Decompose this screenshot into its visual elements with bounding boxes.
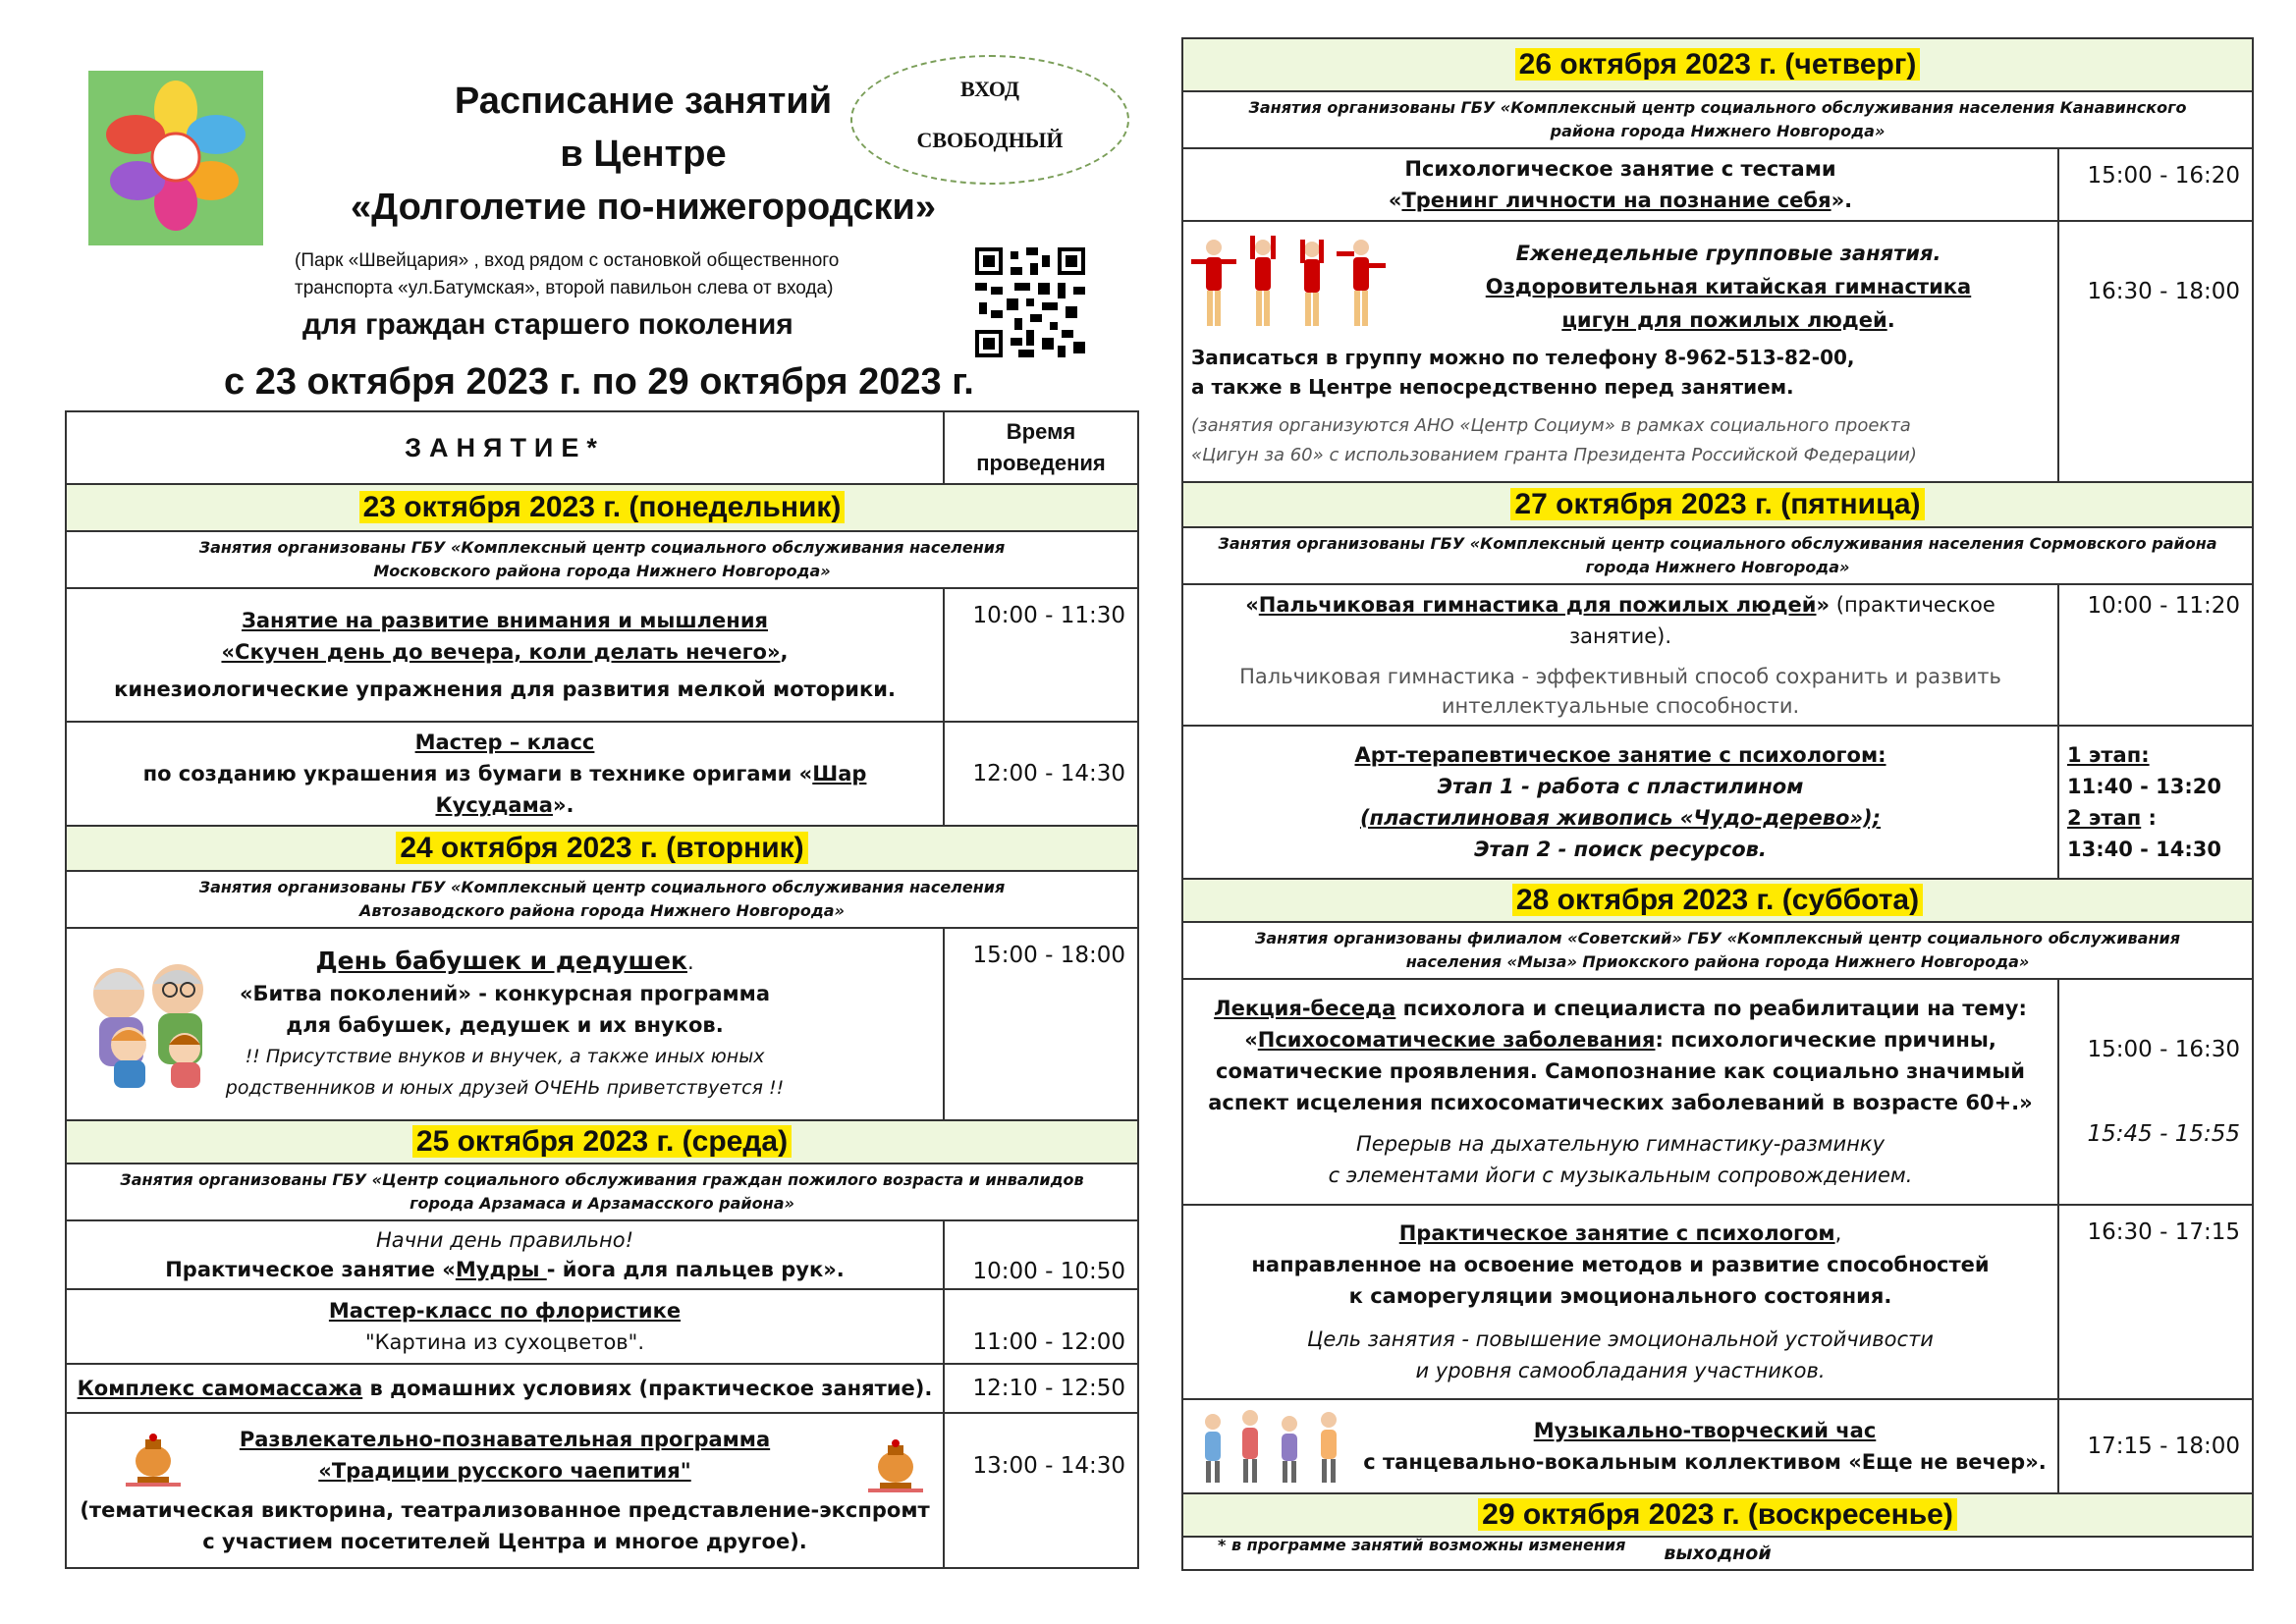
stage-time: 13:40 - 14:30 xyxy=(2067,838,2222,861)
activity-row xyxy=(1182,584,2253,726)
free-entry-badge xyxy=(850,55,1129,185)
activity-time: 12:10 - 12:50 xyxy=(944,1364,1138,1413)
activity-cell xyxy=(66,928,944,1120)
organizer-line: Занятия организованы ГБУ «Комплексный центр социального обслуживания населения xyxy=(198,538,1006,557)
free-entry-line-1: ВХОД xyxy=(959,77,1020,101)
schedule-table-right xyxy=(1181,37,2254,1571)
audience: для граждан старшего поколения xyxy=(302,308,793,341)
break-note: Перерыв на дыхательную гимнастику-разминку xyxy=(1356,1132,1885,1156)
activity-row xyxy=(66,588,1138,722)
activity-time: 10:00 - 11:20 xyxy=(2058,584,2253,726)
day-title: 29 октября 2023 г. (воскресенье) xyxy=(1478,1498,1957,1531)
activity-desc: для бабушек, дедушек и их внуков. xyxy=(286,1012,724,1037)
day-title: 28 октября 2023 г. (суббота) xyxy=(1512,884,1923,916)
activity-cell xyxy=(1182,148,2058,221)
activity-row xyxy=(66,1220,1138,1289)
activity-cell xyxy=(1182,221,2058,482)
organizer-line: населения «Мыза» Приокского района города Нижнего Новгорода» xyxy=(1405,952,2030,971)
punct: ». xyxy=(1831,189,1853,212)
day-title: 23 октября 2023 г. (понедельник) xyxy=(359,491,846,523)
day-off: выходной xyxy=(1182,1537,2253,1570)
break-time: 15:45 - 15:55 xyxy=(2087,1121,2240,1147)
activity-title: Занятие на развитие внимания и мышления xyxy=(241,609,769,632)
activity-row xyxy=(66,1364,1138,1413)
activity-cell xyxy=(66,1364,944,1413)
address xyxy=(295,247,943,302)
activity-row xyxy=(1182,979,2253,1205)
time-header-line-1: Время xyxy=(1006,419,1076,444)
activity-desc: к саморегуляции эмоционального состояния. xyxy=(1348,1284,1892,1308)
activity-step: Этап 1 - работа с пластилином xyxy=(1437,775,1804,798)
activity-row xyxy=(66,722,1138,826)
qigong-illustration xyxy=(1189,236,1395,338)
activity-title: День бабушек и дедушек xyxy=(315,946,687,975)
day-row-sunday xyxy=(1182,1493,2253,1537)
punct: » xyxy=(1816,593,1831,617)
activity-note: и уровня самообладания участников. xyxy=(1415,1359,1826,1382)
lecture-time: 15:00 - 16:30 xyxy=(2087,1037,2240,1062)
title-line-1: Расписание занятий xyxy=(454,81,833,122)
samovar-icon xyxy=(124,1430,183,1497)
activity-desc: : психологические причины, xyxy=(1655,1028,1996,1052)
activity-subtitle: «Скучен день до вечера, коли делать нечего» xyxy=(221,640,781,664)
activity-subtitle: Еженедельные групповые занятия. xyxy=(1515,242,1941,265)
day-row-saturday xyxy=(1182,879,2253,922)
activity-desc: аспект исцеления психосоматических заболеваний в возрасте 60+.» xyxy=(1208,1091,2033,1114)
activity-step: (пластилиновая живопись «Чудо-дерево»); xyxy=(1359,806,1882,830)
activity-desc: с танцевально-вокальным коллективом «Еще не вечер». xyxy=(1363,1450,2047,1474)
schedule-period: с 23 октября 2023 г. по 29 октября 2023 г. xyxy=(224,361,974,403)
activity-cell xyxy=(66,722,944,826)
punct: « xyxy=(1244,1028,1258,1052)
day-row-monday xyxy=(66,484,1138,531)
activity-row xyxy=(1182,148,2253,221)
activity-time: 10:00 - 10:50 xyxy=(944,1220,1138,1289)
address-line-2: транспорта «ул.Батумская», второй павильон слева от входа) xyxy=(295,278,834,298)
activity-desc: "Картина из сухоцветов". xyxy=(364,1330,645,1354)
punct: : xyxy=(2141,806,2157,830)
activity-note: родственников и юных друзей ОЧЕНЬ приветствуется !! xyxy=(225,1076,785,1099)
activity-title: Мастер – класс xyxy=(414,731,595,754)
activity-title: Мастер-класс по флористике xyxy=(328,1299,682,1323)
activity-time: 16:30 - 17:15 xyxy=(2058,1205,2253,1399)
activity-time: 13:00 - 14:30 xyxy=(944,1413,1138,1568)
activity-cell xyxy=(1182,584,2058,726)
activity-row xyxy=(1182,1205,2253,1399)
activity-row xyxy=(1182,1399,2253,1493)
activity-time: 16:30 - 18:00 xyxy=(2058,221,2253,482)
activity-row xyxy=(1182,726,2253,879)
activity-title: Арт-терапевтическое занятие с психологом: xyxy=(1354,743,1886,767)
day-row-thursday xyxy=(1182,38,2253,91)
activity-title: Комплекс самомассажа xyxy=(77,1377,363,1400)
organizer-line: Занятия организованы филиалом «Советский» ГБУ «Комплексный центр социального обслуживания xyxy=(1255,929,2180,947)
activity-desc: (тематическая викторина, театрализованное представление-экспромт xyxy=(80,1498,930,1522)
punct: « xyxy=(1388,189,1402,212)
activity-subtitle: Тренинг личности на познание себя xyxy=(1401,189,1831,212)
activity-note: Пальчиковая гимнастика - эффективный способ сохранить и развить xyxy=(1239,665,2001,688)
day-row-tuesday xyxy=(66,826,1138,871)
day-row-wednesday xyxy=(66,1120,1138,1164)
activity-time: 15:00 - 16:20 xyxy=(2058,148,2253,221)
signup-info: а также в Центре непосредственно перед занятием. xyxy=(1191,375,1794,399)
qr-code[interactable] xyxy=(975,247,1085,357)
footnote: * в программе занятий возможны изменения xyxy=(1218,1536,1626,1554)
activity-subtitle: Психосоматические заболевания xyxy=(1257,1028,1656,1052)
page-title xyxy=(350,75,937,234)
organizer xyxy=(66,1164,1138,1220)
day-title: 25 октября 2023 г. (среда) xyxy=(412,1125,792,1158)
activity-row xyxy=(66,928,1138,1120)
activity-row xyxy=(66,1289,1138,1364)
activity-title: цигун для пожилых людей xyxy=(1561,308,1887,332)
title-line-2: в Центре xyxy=(560,134,727,175)
activity-cell xyxy=(1182,979,2058,1205)
activity-cell xyxy=(66,588,944,722)
activity-time: 10:00 - 11:30 xyxy=(944,588,1138,722)
activity-time: 11:00 - 12:00 xyxy=(944,1289,1138,1364)
table-header-row xyxy=(66,411,1138,484)
organizer xyxy=(1182,922,2253,979)
activity-subtitle: «Битва поколений» - конкурсная программа xyxy=(239,981,771,1005)
activity-cell xyxy=(66,1220,944,1289)
activity-title: Практическое занятие с психологом xyxy=(1398,1221,1835,1245)
center-logo xyxy=(88,71,263,245)
activity-time: 12:00 - 14:30 xyxy=(944,722,1138,826)
activity-time xyxy=(2058,979,2253,1205)
activity-column-header: ЗАНЯТИЕ* xyxy=(66,411,944,484)
organizer xyxy=(1182,91,2253,148)
activity-cell xyxy=(66,1413,944,1568)
organizer-line: города Арзамаса и Арзамасского района» xyxy=(410,1194,794,1213)
punct: , xyxy=(1834,1221,1842,1245)
activity-note: !! Присутствие внуков и внучек, а также иных юных xyxy=(245,1045,765,1067)
punct: . xyxy=(686,949,694,974)
organizer-line: Автозаводского района города Нижнего Новгорода» xyxy=(359,901,845,920)
activity-desc: по созданию украшения из бумаги в технике оригами « xyxy=(142,762,813,785)
activity-cell xyxy=(1182,1205,2058,1399)
grant-note: (занятия организуются АНО «Центр Социум» в рамках социального проекта xyxy=(1191,415,1911,436)
time-header-line-2: проведения xyxy=(976,451,1106,475)
stage-label: 1 этап: xyxy=(2067,743,2150,767)
activity-row xyxy=(66,1413,1138,1568)
activity-desc: психолога и специалиста по реабилитации на тему: xyxy=(1395,997,2027,1020)
stage-time: 11:40 - 13:20 xyxy=(2067,775,2222,798)
activity-desc: - йога для пальцев рук». xyxy=(546,1258,845,1281)
organizer xyxy=(1182,527,2253,584)
time-column-header xyxy=(944,411,1138,484)
organizer-line: Московского района города Нижнего Новгорода» xyxy=(373,562,831,580)
activity-desc: в домашних условиях (практическое занятие). xyxy=(362,1377,933,1400)
punct: . xyxy=(1886,308,1895,332)
activity-time xyxy=(2058,726,2253,879)
activity-time: 15:00 - 18:00 xyxy=(944,928,1138,1120)
grant-note: «Цигун за 60» с использованием гранта Президента Российской Федерации) xyxy=(1191,445,1917,465)
activity-step: Этап 2 - поиск ресурсов. xyxy=(1474,838,1767,861)
signup-info: Записаться в группу можно по телефону 8-962-513-82-00, xyxy=(1191,346,1855,369)
title-line-3: «Долголетие по-нижегородски» xyxy=(350,187,937,228)
activity-desc: (практическое занятие). xyxy=(1568,593,1995,648)
activity-cell xyxy=(1182,1399,2058,1493)
activity-desc: соматические проявления. Самопознание как социально значимый xyxy=(1216,1059,2025,1083)
activity-desc: с участием посетителей Центра и многое другое). xyxy=(202,1530,807,1553)
punct: ». xyxy=(552,793,574,817)
organizer xyxy=(66,531,1138,588)
organizer xyxy=(66,871,1138,928)
day-title: 24 октября 2023 г. (вторник) xyxy=(396,832,807,864)
dancers-illustration xyxy=(1193,1408,1350,1495)
activity-title: Пальчиковая гимнастика для пожилых людей xyxy=(1258,593,1817,617)
activity-subtitle: Начни день правильно! xyxy=(375,1228,634,1252)
punct: , xyxy=(780,640,789,664)
day-row-friday xyxy=(1182,482,2253,527)
organizer-line: города Нижнего Новгорода» xyxy=(1585,558,1850,576)
activity-desc: кинезиологические упражнения для развития мелкой моторики. xyxy=(114,677,896,701)
stage-label: 2 этап xyxy=(2067,806,2142,830)
day-title: 26 октября 2023 г. (четверг) xyxy=(1515,48,1921,81)
break-note: с элементами йоги с музыкальным сопровождением. xyxy=(1328,1164,1913,1187)
activity-row xyxy=(1182,221,2253,482)
activity-desc: Практическое занятие « xyxy=(165,1258,456,1281)
activity-title: Лекция-беседа xyxy=(1214,997,1396,1020)
organizer-line: Занятия организованы ГБУ «Комплексный центр социального обслуживания населения xyxy=(198,878,1006,896)
punct: « xyxy=(1245,593,1259,617)
activity-title: Оздоровительная китайская гимнастика xyxy=(1485,275,1972,298)
activity-highlight: Мудры xyxy=(455,1258,547,1281)
organizer-line: Занятия организованы ГБУ «Центр социального обслуживания граждан пожилого возраста и инвалидов xyxy=(120,1170,1084,1189)
activity-title: Развлекательно-познавательная программа xyxy=(239,1428,771,1451)
activity-subtitle: «Традиции русского чаепития" xyxy=(318,1459,691,1483)
grandparents-illustration xyxy=(75,954,242,1101)
activity-cell xyxy=(66,1289,944,1364)
activity-title: Психологическое занятие с тестами xyxy=(1404,157,1836,181)
activity-highlight: Шар Кусудама xyxy=(435,762,867,817)
activity-time: 17:15 - 18:00 xyxy=(2058,1399,2253,1493)
samovar-icon xyxy=(866,1435,925,1503)
activity-title: Музыкально-творческий час xyxy=(1533,1419,1877,1442)
address-line-1: (Парк «Швейцария» , вход рядом с остановкой общественного xyxy=(295,250,840,271)
organizer-line: Занятия организованы ГБУ «Комплексный центр социального обслуживания населения Сормовского района xyxy=(1218,534,2217,553)
free-entry-line-2: СВОБОДНЫЙ xyxy=(916,128,1064,152)
activity-cell xyxy=(1182,726,2058,879)
day-title: 27 октября 2023 г. (пятница) xyxy=(1510,488,1924,520)
organizer-line: Занятия организованы ГБУ «Комплексный центр социального обслуживания населения Канавинского xyxy=(1248,98,2187,117)
activity-desc: направленное на освоение методов и развитие способностей xyxy=(1251,1253,1990,1276)
organizer-line: района города Нижнего Новгорода» xyxy=(1550,122,1886,140)
schedule-table-left xyxy=(65,410,1139,1569)
activity-note: Цель занятия - повышение эмоциональной устойчивости xyxy=(1307,1327,1934,1351)
activity-note: интеллектуальные способности. xyxy=(1441,694,1800,718)
